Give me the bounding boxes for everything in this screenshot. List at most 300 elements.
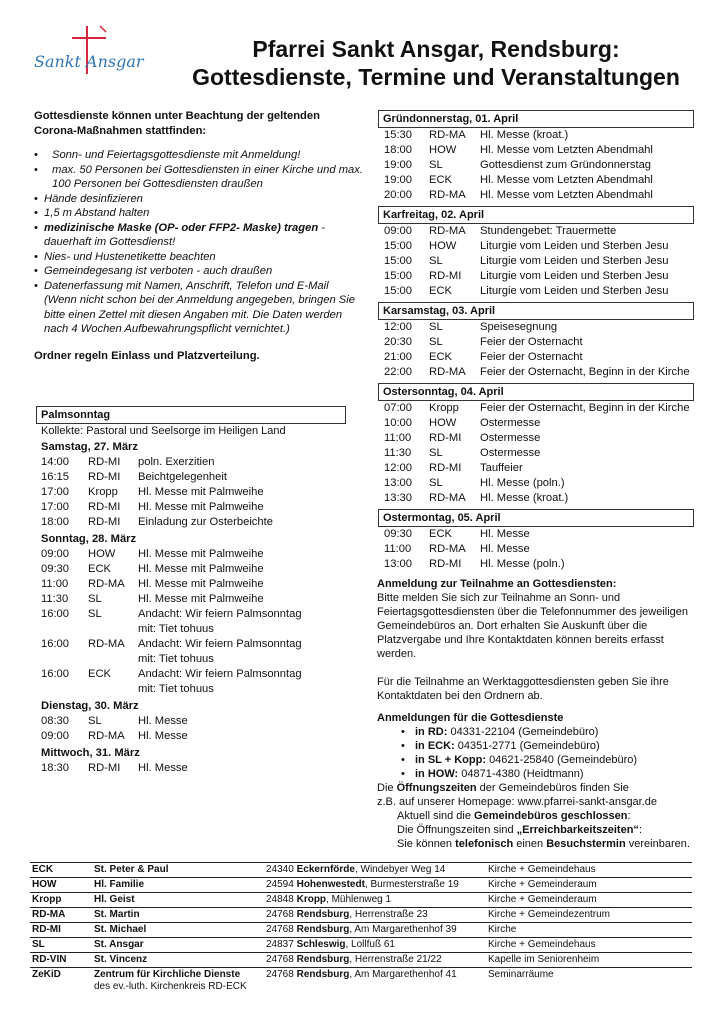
- office-phone: 04331-22104 (Gemeindebüro): [450, 726, 599, 738]
- day-box-title: Karsamstag, 03. April: [378, 302, 694, 320]
- service-row: [41, 547, 348, 562]
- service-row: [384, 143, 696, 158]
- event: Hl. Messe mit Palmweihe: [138, 548, 264, 560]
- street: , Am Margarethenhof 39: [349, 924, 457, 935]
- event: Hl. Messe: [480, 528, 530, 540]
- service-row: [41, 607, 348, 622]
- time: 12:00: [384, 462, 412, 474]
- rule-item: • 1,5 m Abstand halten: [34, 206, 364, 221]
- location-code: SL: [429, 447, 443, 459]
- location-address: [264, 953, 486, 968]
- time: 07:00: [384, 402, 412, 414]
- event: Liturgie vom Leiden und Sterben Jesu: [480, 255, 669, 267]
- location-code: ECK: [88, 668, 112, 680]
- day-heading: Dienstag, 30. März: [41, 700, 139, 712]
- rule-item: • Nies- und Hustenetikette beachten: [34, 250, 364, 265]
- service-row: [384, 365, 696, 380]
- location-name-cell: [92, 878, 264, 893]
- location-address: [264, 923, 486, 938]
- event-continued: mit: Tiet tohuus: [138, 683, 214, 695]
- location-row: [30, 878, 692, 893]
- service-row: [41, 729, 348, 744]
- time: 09:30: [41, 563, 69, 575]
- time: 11:30: [384, 447, 412, 459]
- time: 18:00: [41, 516, 69, 528]
- event: Hl. Messe mit Palmweihe: [138, 578, 264, 590]
- appt-bold2: Besuchstermin: [546, 838, 626, 850]
- day-box-title: Ostersonntag, 04. April: [378, 383, 694, 401]
- location-row: [30, 863, 692, 878]
- city: Eckernförde: [296, 864, 355, 875]
- location-address: [264, 893, 486, 908]
- event: Einladung zur Osterbeichte: [138, 516, 273, 528]
- street: , Mühlenweg 1: [326, 894, 392, 905]
- location-code: HOW: [429, 417, 457, 429]
- location-code: SL: [429, 159, 443, 171]
- location-name: St. Vincenz: [94, 954, 148, 965]
- service-row: [384, 527, 696, 542]
- parish-logo: [30, 24, 144, 80]
- location-row: [30, 968, 692, 995]
- city: Rendsburg: [296, 909, 350, 920]
- logo-text: Sankt Ansgar: [34, 52, 144, 71]
- time: 09:30: [384, 528, 412, 540]
- time: 11:00: [41, 578, 69, 590]
- event: Hl. Messe: [138, 762, 188, 774]
- service-row-continued: [41, 652, 348, 667]
- plz: 24768: [266, 954, 297, 965]
- service-row: [384, 476, 696, 491]
- event: Andacht: Wir feiern Palmsonntag: [138, 638, 302, 650]
- location-code: RD-MI: [88, 501, 121, 513]
- location-name-cell: [92, 863, 264, 878]
- plz: 24768: [266, 924, 297, 935]
- kollekte: Kollekte: Pastoral und Seelsorge im Heiligen Land: [41, 425, 286, 437]
- event: Speisesegnung: [480, 321, 558, 333]
- location-code: RD-MA: [30, 908, 92, 923]
- time: 09:00: [384, 225, 412, 237]
- time: 17:00: [41, 501, 69, 513]
- time: 15:00: [384, 270, 412, 282]
- day-services: [384, 401, 696, 506]
- service-row-continued: [41, 682, 348, 697]
- time: 16:00: [41, 638, 69, 650]
- street: , Windebyer Weg 14: [354, 864, 446, 875]
- location-address: [264, 863, 486, 878]
- day-box-title: Ostermontag, 05. April: [378, 509, 694, 527]
- city: Kropp: [296, 894, 327, 905]
- locations-table: [30, 862, 692, 994]
- location-code: SL: [88, 593, 102, 605]
- location-code: RD-MA: [429, 366, 466, 378]
- location-code: ECK: [429, 285, 453, 297]
- location-type: Kirche + Gemeindezentrum: [486, 908, 692, 923]
- event: Ostermesse: [480, 432, 541, 444]
- service-row: [384, 158, 696, 173]
- service-row: [384, 239, 696, 254]
- street: , Herrenstraße 23: [349, 909, 428, 920]
- appt-pre: Sie können: [397, 838, 456, 850]
- time: 13:00: [384, 477, 412, 489]
- time: 20:00: [384, 189, 412, 201]
- location-address: [264, 878, 486, 893]
- event: Hl. Messe vom Letzten Abendmahl: [480, 174, 653, 186]
- location-code: ECK: [88, 563, 112, 575]
- service-row: [384, 188, 696, 203]
- event: Hl. Messe mit Palmweihe: [138, 593, 264, 605]
- mask-rule-suffix: - dauerhaft im Gottesdienst!: [44, 221, 326, 248]
- city: Rendsburg: [296, 969, 350, 980]
- service-row: [41, 485, 348, 500]
- closed-line: [377, 809, 697, 823]
- service-row: [41, 562, 348, 577]
- registration-heading: Anmeldung zur Teilnahme an Gottesdiensten:: [377, 578, 617, 590]
- service-row: [41, 761, 348, 776]
- service-row: [384, 542, 696, 557]
- event: Hl. Messe: [138, 730, 188, 742]
- event: Hl. Messe (kroat.): [480, 492, 569, 504]
- day-services: [384, 224, 696, 299]
- service-row: [384, 128, 696, 143]
- page-title-line1: Pfarrei Sankt Ansgar, Rendsburg:: [252, 36, 620, 62]
- closed-bold: Gemeindebüros geschlossen: [474, 810, 628, 822]
- time: 17:00: [41, 486, 69, 498]
- office-phone: 04621-25840 (Gemeindebüro): [489, 754, 638, 766]
- event: Ostermesse: [480, 447, 541, 459]
- day-heading: Samstag, 27. März: [41, 441, 139, 453]
- location-code: ECK: [30, 863, 92, 878]
- location-address: [264, 908, 486, 923]
- location-code: RD-MA: [88, 730, 125, 742]
- event: Hl. Messe (poln.): [480, 477, 565, 489]
- office-place: in ECK:: [415, 740, 455, 752]
- office-phone: 04871-4380 (Heidtmann): [461, 768, 584, 780]
- city: Schleswig: [296, 939, 346, 950]
- time: 19:00: [384, 174, 412, 186]
- city: Rendsburg: [296, 954, 350, 965]
- mask-rule-bold: medizinische Maske (OP- oder FFP2- Maske) tragen: [44, 221, 319, 234]
- time: 09:00: [41, 548, 69, 560]
- rule-item: • Hände desinfizieren: [34, 192, 364, 207]
- location-code: Kropp: [429, 402, 459, 414]
- easter-schedule: [378, 110, 696, 575]
- location-name: St. Michael: [94, 924, 147, 935]
- event: Feier der Osternacht: [480, 336, 583, 348]
- registration-text: Bitte melden Sie sich zur Teilnahme an Sonn- und Feiertagsgottesdiensten über die Telefonnummer des jeweiligen Gemeindebüros an. Dort erhalten Sie Auskunft über die Platzvergabe und Ihre Kontaktdaten können bereits erfasst werden.: [377, 592, 689, 660]
- time: 16:00: [41, 668, 69, 680]
- location-code: RD-MI: [429, 270, 462, 282]
- event: Liturgie vom Leiden und Sterben Jesu: [480, 285, 669, 297]
- time: 13:30: [384, 492, 412, 504]
- street: , Herrenstraße 21/22: [349, 954, 442, 965]
- time: 21:00: [384, 351, 412, 363]
- location-code: RD-MI: [88, 762, 121, 774]
- location-name-cell: [92, 908, 264, 923]
- service-row: [384, 461, 696, 476]
- event: Feier der Osternacht, Beginn in der Kirche: [480, 402, 690, 414]
- day-box-title: Karfreitag, 02. April: [378, 206, 694, 224]
- time: 10:00: [384, 417, 412, 429]
- location-code: SL: [429, 477, 443, 489]
- time: 11:30: [41, 593, 69, 605]
- service-row: [384, 431, 696, 446]
- plz: 24768: [266, 909, 297, 920]
- reach-line: [377, 823, 697, 837]
- service-row: [384, 254, 696, 269]
- time: 11:00: [384, 543, 412, 555]
- location-code: RD-MA: [429, 492, 466, 504]
- plz: 24768: [266, 969, 297, 980]
- location-code: RD-MA: [429, 543, 466, 555]
- office-phone: 04351-2771 (Gemeindebüro): [457, 740, 600, 752]
- service-row: [41, 637, 348, 652]
- event: Feier der Osternacht: [480, 351, 583, 363]
- office-item: [377, 725, 697, 739]
- location-address: [264, 938, 486, 953]
- event: Hl. Messe (kroat.): [480, 129, 569, 141]
- location-type: Kapelle im Seniorenheim: [486, 953, 692, 968]
- location-code: RD-MA: [429, 129, 466, 141]
- event: Hl. Messe: [138, 715, 188, 727]
- service-row: [41, 667, 348, 682]
- plz: 24340: [266, 864, 297, 875]
- time: 18:00: [384, 144, 412, 156]
- rule-item: • Gemeindegesang ist verboten - auch draußen: [34, 264, 364, 279]
- palmsonntag-title: Palmsonntag: [36, 406, 346, 424]
- location-name-cell: [92, 893, 264, 908]
- appt-bold: telefonisch: [455, 838, 514, 850]
- event: Liturgie vom Leiden und Sterben Jesu: [480, 240, 669, 252]
- rule-item-mask: [34, 221, 364, 250]
- service-row: [384, 269, 696, 284]
- appt-post: vereinbaren.: [625, 838, 690, 850]
- service-row: [41, 577, 348, 592]
- service-row: [384, 491, 696, 506]
- location-name-2: des ev.-luth. Kirchenkreis RD-ECK: [94, 981, 247, 992]
- location-code: SL: [88, 715, 102, 727]
- location-code: RD-MA: [88, 638, 125, 650]
- city: Rendsburg: [296, 924, 350, 935]
- location-name-cell: [92, 938, 264, 953]
- location-code: RD-VIN: [30, 953, 92, 968]
- street: , Burmesterstraße 19: [364, 879, 459, 890]
- location-code: RD-MI: [429, 432, 462, 444]
- location-code: SL: [429, 336, 443, 348]
- event: Hl. Messe (poln.): [480, 558, 565, 570]
- location-code: ECK: [429, 174, 453, 186]
- weekday-text: Für die Teilnahme an Werktaggottesdiensten geben Sie ihre Kontaktdaten bei den Ordnern ab.: [377, 676, 669, 702]
- location-name: Hl. Familie: [94, 879, 145, 890]
- service-row: [41, 455, 348, 470]
- time: 12:00: [384, 321, 412, 333]
- location-code: RD-MI: [88, 516, 121, 528]
- event: Liturgie vom Leiden und Sterben Jesu: [480, 270, 669, 282]
- event: Hl. Messe: [480, 543, 530, 555]
- service-row: [384, 335, 696, 350]
- time: 09:00: [41, 730, 69, 742]
- event: Gottesdienst zum Gründonnerstag: [480, 159, 652, 171]
- event: Feier der Osternacht, Beginn in der Kirche: [480, 366, 690, 378]
- location-code: SL: [30, 938, 92, 953]
- location-code: ECK: [429, 528, 453, 540]
- location-name-cell: [92, 953, 264, 968]
- rules-heading: Gottesdienste können unter Beachtung der geltenden Corona-Maßnahmen stattfinden:: [34, 110, 320, 137]
- location-row: [30, 908, 692, 923]
- rule-item: • Sonn- und Feiertagsgottesdienste mit Anmeldung!: [34, 148, 364, 163]
- event: Hl. Messe mit Palmweihe: [138, 486, 264, 498]
- event: Ostermesse: [480, 417, 541, 429]
- time: 22:00: [384, 366, 412, 378]
- time: 16:00: [41, 608, 69, 620]
- offices-heading: Anmeldungen für die Gottesdienste: [377, 712, 564, 724]
- location-type: Kirche: [486, 923, 692, 938]
- location-name: Hl. Geist: [94, 894, 135, 905]
- office-place: in HOW:: [415, 768, 459, 780]
- event: Andacht: Wir feiern Palmsonntag: [138, 668, 302, 680]
- location-name-cell: [92, 968, 264, 995]
- time: 15:00: [384, 240, 412, 252]
- service-row: [41, 470, 348, 485]
- plz: 24594: [266, 879, 297, 890]
- rule-item: • Datenerfassung mit Namen, Anschrift, Telefon und E-Mail (Wenn nicht schon bei der Anmeldung angegeben, bringen Sie bitte einen Zettel mit diesen Angaben mit. Die Daten werden nach 4 Wochen Aufbewahrungspflicht vernichtet.): [34, 279, 364, 337]
- office-item: [377, 739, 697, 753]
- plz: 24848: [266, 894, 297, 905]
- location-code: ZeKiD: [30, 968, 92, 995]
- location-name: St. Martin: [94, 909, 140, 920]
- location-code: RD-MI: [88, 471, 121, 483]
- service-row: [384, 350, 696, 365]
- service-row: [384, 173, 696, 188]
- location-code: RD-MI: [429, 558, 462, 570]
- rules-list: [34, 148, 364, 337]
- location-code: Kropp: [88, 486, 118, 498]
- service-row: [384, 446, 696, 461]
- location-code: HOW: [88, 548, 116, 560]
- event: Hl. Messe mit Palmweihe: [138, 501, 264, 513]
- location-type: Kirche + Gemeindehaus: [486, 863, 692, 878]
- location-type: Seminarräume: [486, 968, 692, 995]
- office-place: in SL + Kopp:: [415, 754, 486, 766]
- hours-bold: Öffnungszeiten: [396, 782, 477, 794]
- location-type: Kirche + Gemeinderaum: [486, 893, 692, 908]
- event: Hl. Messe mit Palmweihe: [138, 563, 264, 575]
- location-type: Kirche + Gemeindehaus: [486, 938, 692, 953]
- office-item: [377, 767, 697, 781]
- day-heading: Sonntag, 28. März: [41, 533, 137, 545]
- day-services: [384, 320, 696, 380]
- location-code: RD-MA: [429, 225, 466, 237]
- closed-post: :: [627, 810, 631, 822]
- time: 15:30: [384, 129, 412, 141]
- event: Hl. Messe vom Letzten Abendmahl: [480, 189, 653, 201]
- event: Stundengebet: Trauermette: [480, 225, 617, 237]
- day-heading: Mittwoch, 31. März: [41, 747, 140, 759]
- time: 15:00: [384, 255, 412, 267]
- palmsonntag-schedule: [34, 406, 348, 776]
- location-code: RD-MA: [88, 578, 125, 590]
- hours-pre: Die: [377, 782, 397, 794]
- page-title-line2: Gottesdienste, Termine und Veranstaltungen: [192, 64, 680, 90]
- service-row: [384, 416, 696, 431]
- location-type: Kirche + Gemeinderaum: [486, 878, 692, 893]
- city: Hohenwestedt: [296, 879, 365, 890]
- corona-rules: [34, 109, 364, 363]
- location-row: [30, 923, 692, 938]
- time: 13:00: [384, 558, 412, 570]
- office-list: [377, 725, 697, 781]
- ordner-note: Ordner regeln Einlass und Platzverteilung.: [34, 349, 260, 362]
- service-row: [384, 284, 696, 299]
- location-code: RD-MA: [429, 189, 466, 201]
- location-name: Zentrum für Kirchliche Dienste: [94, 969, 241, 980]
- service-row: [384, 224, 696, 239]
- location-row: [30, 938, 692, 953]
- palmsonntag-days: [41, 440, 348, 776]
- event: poln. Exerzitien: [138, 456, 215, 468]
- location-code: RD-MI: [30, 923, 92, 938]
- hours-post: der Gemeindebüros finden Sie: [476, 782, 629, 794]
- time: 16:15: [41, 471, 69, 483]
- event-continued: mit: Tiet tohuus: [138, 623, 214, 635]
- event: Beichtgelegenheit: [138, 471, 227, 483]
- street: , Am Margarethenhof 41: [349, 969, 457, 980]
- time: 18:30: [41, 762, 69, 774]
- day-services: [384, 128, 696, 203]
- event-continued: mit: Tiet tohuus: [138, 653, 214, 665]
- location-name: St. Ansgar: [94, 939, 144, 950]
- day-services: [384, 527, 696, 572]
- appointment-line: [377, 837, 697, 851]
- event: Tauffeier: [480, 462, 523, 474]
- location-code: HOW: [429, 240, 457, 252]
- office-item: [377, 753, 697, 767]
- registration-info: [377, 577, 697, 851]
- time: 11:00: [384, 432, 412, 444]
- location-name: St. Peter & Paul: [94, 864, 169, 875]
- service-row-continued: [41, 622, 348, 637]
- location-code: SL: [429, 255, 443, 267]
- rule-item: • max. 50 Personen bei Gottesdiensten in einer Kirche und max. 100 Personen bei Gottesdiensten draußen: [34, 163, 364, 192]
- location-code: HOW: [30, 878, 92, 893]
- location-code: HOW: [429, 144, 457, 156]
- service-row: [41, 515, 348, 530]
- day-box-title: Gründonnerstag, 01. April: [378, 110, 694, 128]
- time: 08:30: [41, 715, 69, 727]
- location-code: Kropp: [30, 893, 92, 908]
- location-address: [264, 968, 486, 995]
- homepage-line: z.B. auf unserer Homepage: www.pfarrei-sankt-ansgar.de: [377, 796, 658, 808]
- hours-line: [377, 781, 697, 795]
- closed-pre: Aktuell sind die: [397, 810, 475, 822]
- time: 14:00: [41, 456, 69, 468]
- time: 15:00: [384, 285, 412, 297]
- service-row: [384, 401, 696, 416]
- event: Andacht: Wir feiern Palmsonntag: [138, 608, 302, 620]
- service-row: [41, 500, 348, 515]
- location-code: ECK: [429, 351, 453, 363]
- reach-pre: Die Öffnungszeiten sind: [397, 824, 517, 836]
- location-code: SL: [88, 608, 102, 620]
- plz: 24837: [266, 939, 297, 950]
- service-row: [41, 714, 348, 729]
- location-row: [30, 893, 692, 908]
- location-code: SL: [429, 321, 443, 333]
- service-row: [41, 592, 348, 607]
- location-code: RD-MI: [88, 456, 121, 468]
- event: Hl. Messe vom Letzten Abendmahl: [480, 144, 653, 156]
- time: 20:30: [384, 336, 412, 348]
- service-row: [384, 320, 696, 335]
